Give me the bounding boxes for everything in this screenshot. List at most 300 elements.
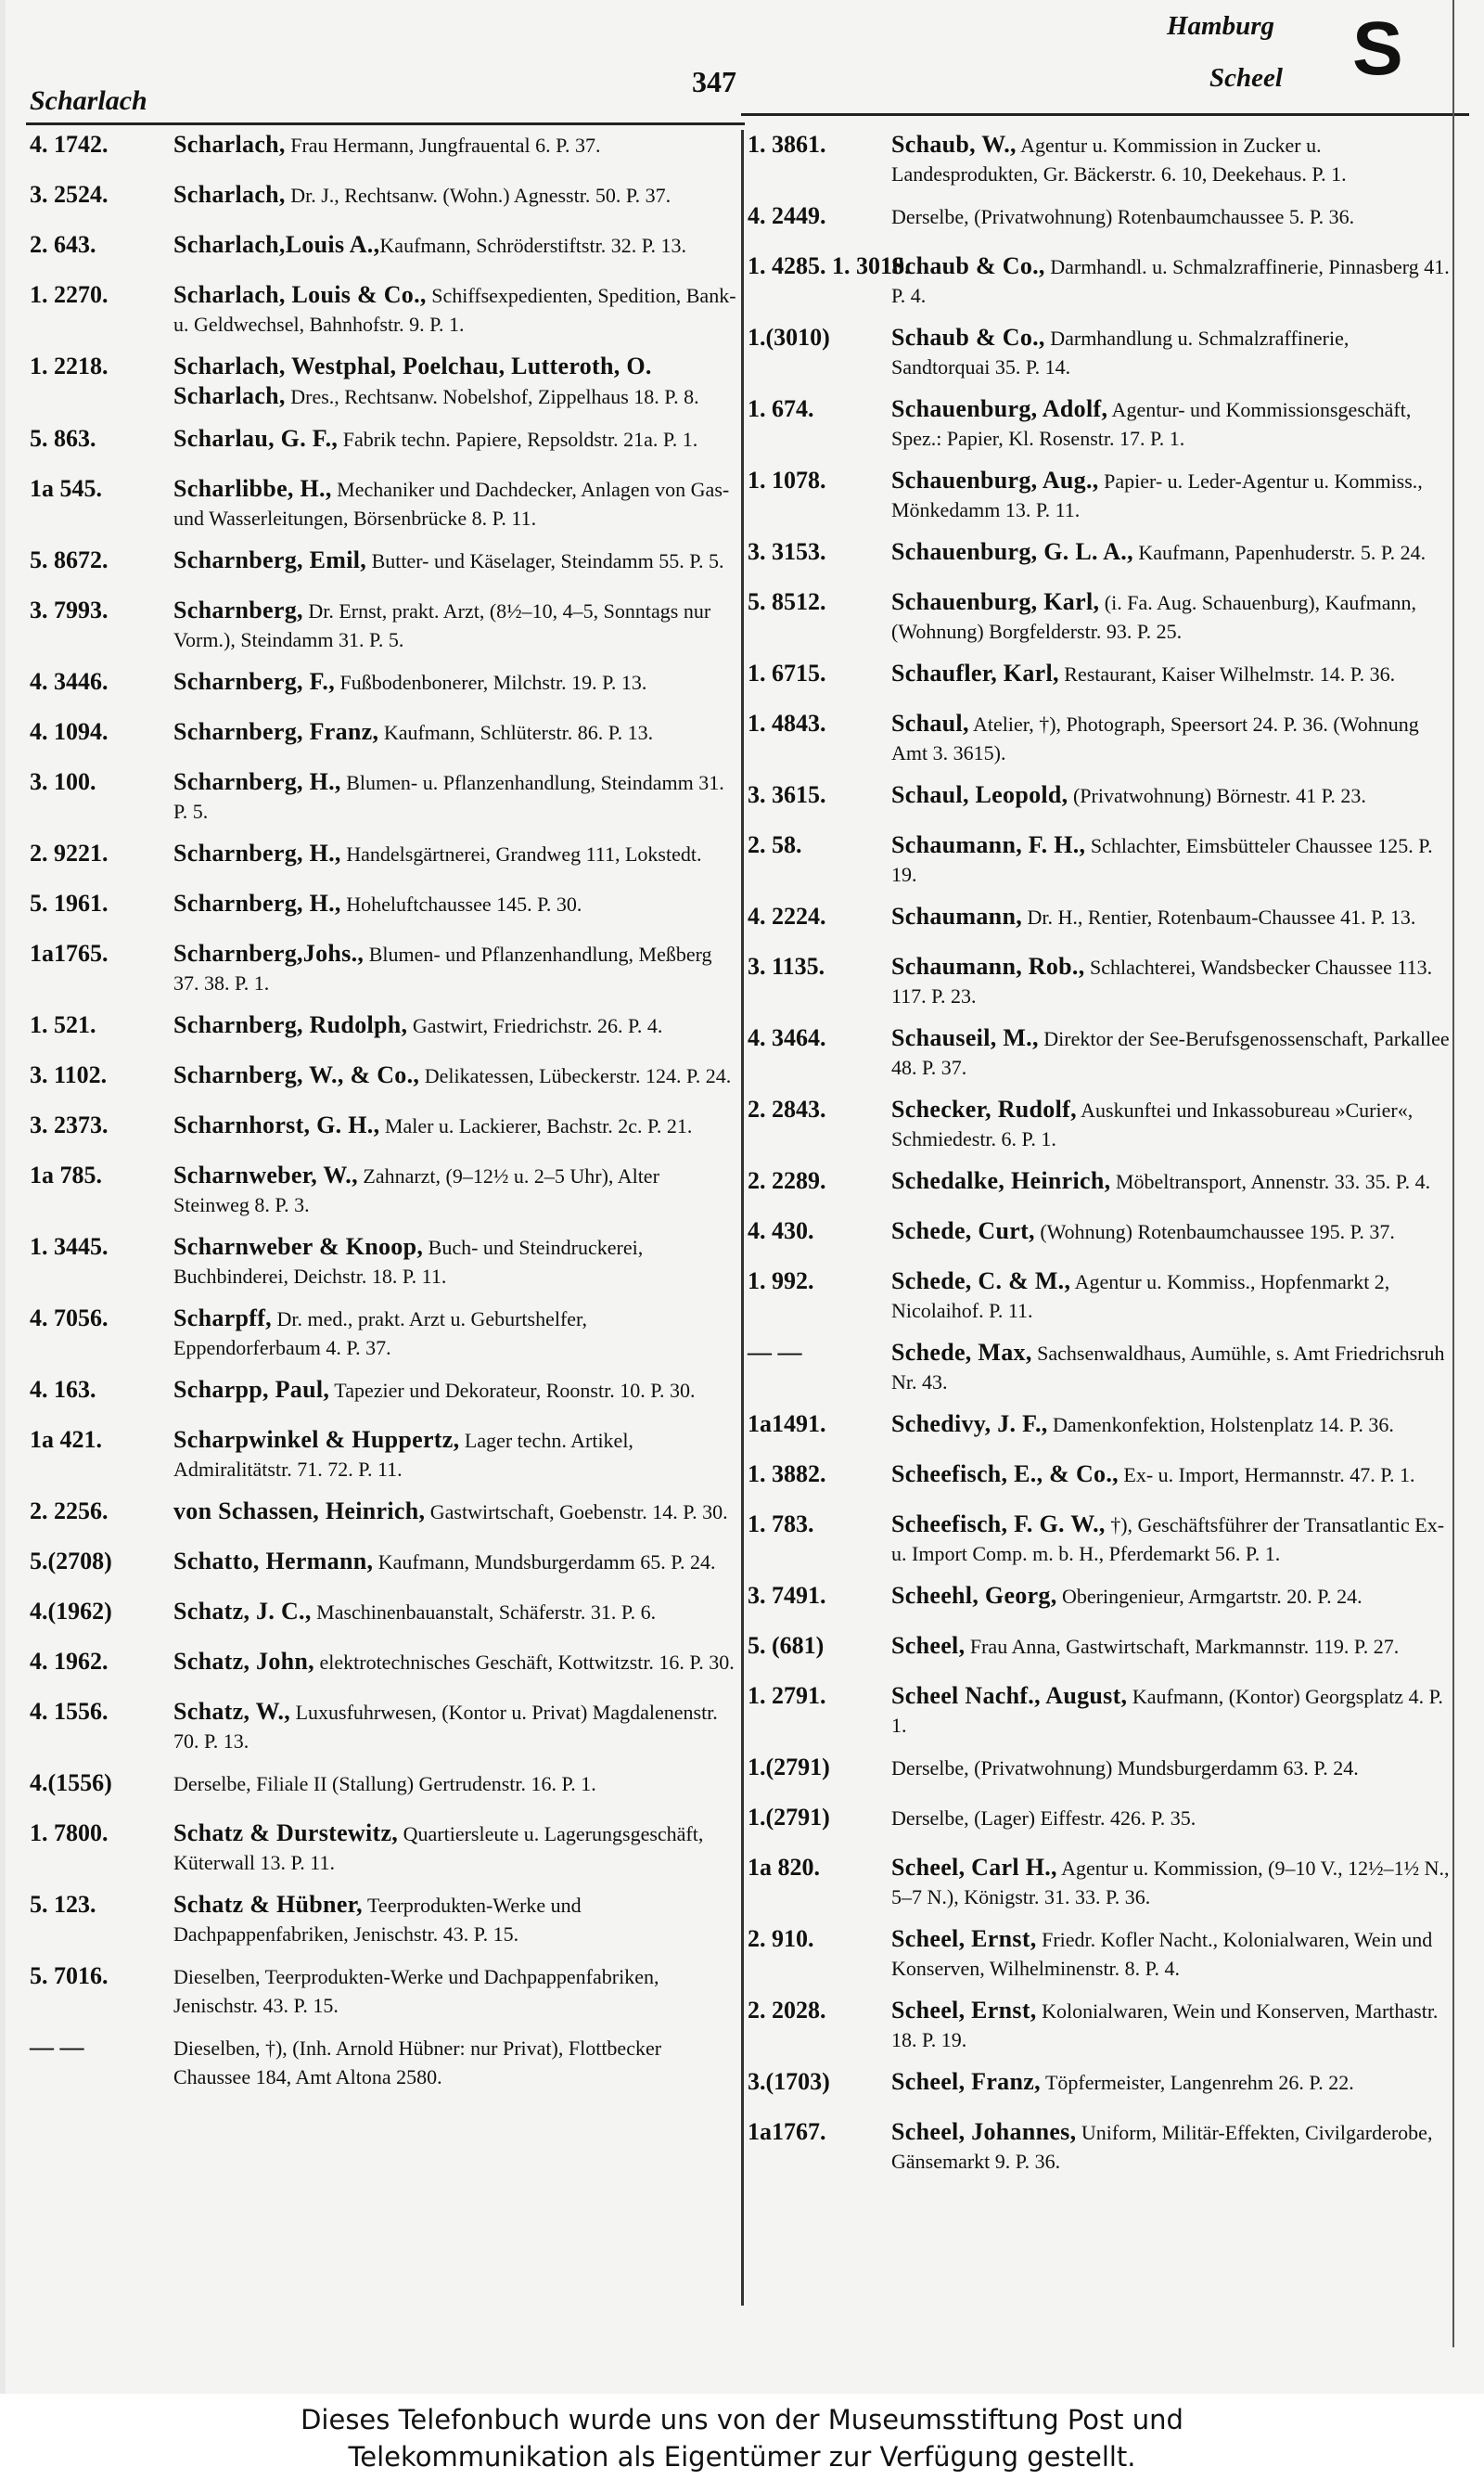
entry-text — [891, 1631, 1452, 1661]
subscriber-details: Uniform, Militär-Effekten, Civilgarderobe, Gänsemarkt 9. P. 36. — [891, 2121, 1433, 2173]
phone-number: 4. 1742. — [30, 131, 109, 158]
directory-entry — [748, 251, 1452, 310]
subscriber-details: Oberingenieur, Armgartstr. 20. P. 24. — [1056, 1585, 1362, 1608]
entry-text — [891, 659, 1452, 688]
directory-entry — [30, 1161, 736, 1219]
phone-number: 1.(3010) — [748, 324, 830, 351]
phone-number: 2. 910. — [748, 1925, 814, 1952]
entry-text — [173, 1232, 736, 1291]
phone-number: 4. 3446. — [30, 668, 109, 695]
entry-text — [891, 130, 1452, 188]
subscriber-name: Scharnberg, H., — [173, 890, 341, 917]
subscriber-name: Scharpp, Paul, — [173, 1376, 330, 1403]
directory-entry — [748, 902, 1452, 939]
directory-entry — [30, 180, 736, 217]
directory-entry — [30, 1768, 736, 1805]
entry-text — [173, 130, 736, 160]
subscriber-name: Scharlach, Louis & Co., — [173, 281, 427, 308]
directory-entry — [30, 1111, 736, 1148]
subscriber-details: Derselbe, (Privatwohnung) Rotenbaumchaussee 5. P. 36. — [891, 205, 1355, 228]
subscriber-name: Scharlach, Westphal, Poelchau, Lutteroth, O. Scharlach, — [173, 353, 652, 409]
entry-text — [173, 839, 736, 868]
subscriber-name: Scharnweber & Knoop, — [173, 1233, 424, 1260]
directory-entry — [748, 394, 1452, 453]
directory-entry — [748, 1853, 1452, 1911]
subscriber-name: Schauenburg, Aug., — [891, 467, 1099, 494]
directory-entry — [748, 1996, 1452, 2054]
entry-text — [173, 1961, 736, 2020]
phone-number: 2. 58. — [748, 831, 802, 858]
page-number: 347 — [692, 65, 736, 98]
subscriber-details: Mechaniker und Dachdecker, Anlagen von Gas- und Wasserleitungen, Börsenbrücke 8. P. 11. — [173, 478, 730, 530]
directory-entry — [748, 1681, 1452, 1740]
subscriber-name: Scharnberg, — [173, 597, 303, 623]
entry-text — [891, 780, 1452, 810]
directory-entry — [30, 1232, 736, 1291]
entry-text — [891, 830, 1452, 889]
subscriber-details: Derselbe, (Privatwohnung) Mundsburgerdamm 63. P. 24. — [891, 1756, 1359, 1780]
subscriber-name: Scharnweber, W., — [173, 1162, 358, 1189]
directory-entry — [748, 1631, 1452, 1668]
subscriber-details: Papier- u. Leder-Agentur u. Kommiss., Mönkedamm 13. P. 11. — [891, 469, 1423, 521]
phone-number: 4. 1556. — [30, 1698, 109, 1725]
subscriber-details: Kaufmann, (Kontor) Georgsplatz 4. P. 1. — [891, 1685, 1443, 1737]
entry-text — [891, 537, 1452, 567]
entry-text — [173, 1597, 736, 1626]
entry-text — [173, 1060, 736, 1090]
subscriber-details: Darmhandl. u. Schmalzraffinerie, Pinnasberg 41. P. 4. — [891, 255, 1450, 307]
entry-text — [173, 1375, 736, 1405]
phone-number: 4. 3464. — [748, 1024, 826, 1051]
phone-number: 2. 2028. — [748, 1997, 826, 2024]
phone-number: 2. 2843. — [748, 1096, 826, 1123]
subscriber-name: Schauseil, M., — [891, 1024, 1039, 1051]
entry-text — [891, 466, 1452, 524]
phone-number: 4. 2224. — [748, 903, 826, 930]
directory-entry — [748, 587, 1452, 646]
phone-number: 4. 1094. — [30, 718, 109, 745]
entry-text — [891, 1338, 1452, 1396]
subscriber-details: Fußbodenbonerer, Milchstr. 19. P. 13. — [335, 671, 647, 694]
phone-number: 3. 100. — [30, 768, 96, 795]
entry-text — [891, 394, 1452, 453]
phone-number: 2. 9221. — [30, 840, 109, 867]
subscriber-details: Maschinenbauanstalt, Schäferstr. 31. P. 6. — [311, 1600, 657, 1624]
subscriber-details: Darmhandlung u. Schmalzraffinerie, Sandtorquai 35. P. 14. — [891, 327, 1350, 379]
subscriber-name: Schauenburg, Karl, — [891, 588, 1100, 615]
subscriber-name: Scheefisch, E., & Co., — [891, 1460, 1119, 1487]
subscriber-name: Schatz, John, — [173, 1648, 314, 1675]
directory-entry — [748, 2117, 1452, 2176]
subscriber-details: Dr. Ernst, prakt. Arzt, (8½–10, 4–5, Sonntags nur Vorm.), Steindamm 31. P. 5. — [173, 599, 711, 651]
directory-entry — [748, 1924, 1452, 1983]
directory-entry — [30, 1304, 736, 1362]
phone-number: 5. 863. — [30, 425, 96, 452]
phone-number: 3. 3615. — [748, 781, 826, 808]
subscriber-details: Atelier, †), Photograph, Speersort 24. P. 36. (Wohnung Amt 3. 3615). — [891, 713, 1419, 765]
phone-number: 4. 163. — [30, 1376, 96, 1403]
subscriber-name: Schede, Curt, — [891, 1217, 1035, 1244]
subscriber-details: Blumen- und Pflanzenhandlung, Meßberg 37. 38. P. 1. — [173, 943, 712, 995]
entry-text — [891, 251, 1452, 310]
subscriber-name: Scharlach, — [173, 131, 286, 158]
subscriber-name: Schatz & Durstewitz, — [173, 1819, 399, 1846]
directory-entry — [30, 767, 736, 826]
phone-number: 1a1491. — [748, 1410, 826, 1437]
phone-number: 1. 1078. — [748, 467, 826, 494]
subscriber-name: Scheehl, Georg, — [891, 1582, 1057, 1609]
subscriber-details: Blumen- u. Pflanzenhandlung, Steindamm 31. P. 5. — [173, 771, 724, 823]
subscriber-details: (Privatwohnung) Börnestr. 41 P. 23. — [1068, 784, 1366, 807]
subscriber-name: Scharnberg, W., & Co., — [173, 1061, 420, 1088]
subscriber-details: Fabrik techn. Papiere, Repsoldstr. 21a. P. 1. — [338, 428, 698, 451]
entry-text — [173, 1497, 736, 1526]
entry-text — [891, 587, 1452, 646]
subscriber-details: Restaurant, Kaiser Wilhelmstr. 14. P. 36. — [1058, 662, 1396, 686]
phone-number: 4. 7056. — [30, 1304, 109, 1331]
phone-number: 1. 3882. — [748, 1460, 826, 1487]
directory-entry — [748, 466, 1452, 524]
subscriber-details: Gastwirtschaft, Goebenstr. 14. P. 30. — [425, 1500, 728, 1523]
directory-entry — [30, 424, 736, 461]
phone-number: 2. 643. — [30, 231, 96, 258]
subscriber-name: Scharnberg, Emil, — [173, 546, 367, 573]
right-column — [748, 130, 1452, 2189]
subscriber-name: Scharlau, G. F., — [173, 425, 339, 452]
phone-number: 4. 1962. — [30, 1648, 109, 1675]
subscriber-details: Damenkonfektion, Holstenplatz 14. P. 36. — [1047, 1413, 1394, 1436]
phone-number: 3. 1102. — [30, 1061, 108, 1088]
running-head-right: Scheel — [1209, 63, 1283, 93]
entry-text — [891, 1510, 1452, 1568]
phone-number: 3. 7993. — [30, 597, 109, 623]
directory-entry — [748, 1216, 1452, 1253]
subscriber-details: Teerprodukten-Werke und Dachpappenfabriken, Jenischstr. 43. P. 15. — [173, 1894, 582, 1946]
subscriber-details: (Wohnung) Rotenbaumchaussee 195. P. 37. — [1034, 1220, 1395, 1243]
phone-number: 1. 4843. — [748, 710, 826, 737]
directory-entry — [748, 1266, 1452, 1325]
entry-text — [173, 546, 736, 575]
subscriber-name: Schatto, Hermann, — [173, 1548, 374, 1574]
phone-number: 1a1765. — [30, 940, 109, 967]
phone-number: 5. 8672. — [30, 546, 109, 573]
running-head-left: Scharlach — [30, 85, 147, 116]
phone-number: 3.(1703) — [748, 2068, 830, 2095]
directory-entry — [748, 780, 1452, 817]
subscriber-details: Handelsgärtnerei, Grandweg 111, Lokstedt. — [340, 842, 702, 866]
directory-entry — [748, 1095, 1452, 1153]
directory-entry — [30, 474, 736, 533]
phone-number: — — — [30, 2034, 84, 2061]
subscriber-name: Scharpff, — [173, 1304, 272, 1331]
subscriber-name: Scharlach,Louis A., — [173, 231, 380, 258]
directory-entry — [748, 323, 1452, 381]
subscriber-details: Derselbe, Filiale II (Stallung) Gertrudenstr. 16. P. 1. — [173, 1772, 596, 1795]
subscriber-details: (i. Fa. Aug. Schauenburg), Kaufmann, (Wohnung) Borgfelderstr. 93. P. 25. — [891, 591, 1417, 643]
phone-number: 3. 2524. — [30, 181, 109, 208]
phone-number: 5.(2708) — [30, 1548, 112, 1574]
subscriber-details: Kaufmann, Schlüterstr. 86. P. 13. — [378, 721, 654, 744]
entry-text — [891, 1753, 1452, 1782]
phone-number: 1. 7800. — [30, 1819, 109, 1846]
phone-number: 3. 1135. — [748, 953, 825, 980]
phone-number: 1. 783. — [748, 1510, 814, 1537]
phone-number: 4. 430. — [748, 1217, 814, 1244]
entry-text — [173, 889, 736, 919]
subscriber-details: Agentur- und Kommissionsgeschäft, Spez.: Papier, Kl. Rosenstr. 17. P. 1. — [891, 398, 1412, 450]
subscriber-details: elektrotechnisches Geschäft, Kottwitzstr. 16. P. 30. — [313, 1651, 735, 1674]
directory-entry — [748, 830, 1452, 889]
phone-number: 2. 2289. — [748, 1167, 826, 1194]
subscriber-details: Kaufmann, Schröderstiftstr. 32. P. 13. — [379, 234, 687, 257]
subscriber-details: Dr. J., Rechtsanw. (Wohn.) Agnesstr. 50. P. 37. — [285, 184, 672, 207]
entry-text — [173, 352, 736, 411]
subscriber-details: Frau Anna, Gastwirtschaft, Markmannstr. 119. P. 27. — [965, 1635, 1400, 1658]
phone-number: 1. 992. — [748, 1267, 814, 1294]
entry-text — [891, 1853, 1452, 1911]
subscriber-details: Delikatessen, Lübeckerstr. 124. P. 24. — [419, 1064, 732, 1087]
subscriber-name: Schaul, — [891, 710, 969, 737]
phone-number: 4.(1556) — [30, 1769, 112, 1796]
directory-entry — [30, 1425, 736, 1484]
entry-text — [891, 1095, 1452, 1153]
phone-number: 5. 8512. — [748, 588, 826, 615]
subscriber-details: Derselbe, (Lager) Eiffestr. 426. P. 35. — [891, 1806, 1196, 1830]
phone-number: 1. 674. — [748, 395, 814, 422]
directory-entry — [748, 1581, 1452, 1618]
entry-text — [173, 474, 736, 533]
directory-entry — [30, 1547, 736, 1584]
directory-entry — [748, 201, 1452, 238]
phone-number: 5. (681) — [748, 1632, 825, 1659]
phone-number: 2. 2256. — [30, 1497, 109, 1524]
subscriber-name: Schaumann, — [891, 903, 1022, 930]
entry-text — [891, 1409, 1452, 1439]
entry-text — [173, 1547, 736, 1576]
subscriber-name: Schaub & Co., — [891, 324, 1045, 351]
phone-number: 4.(1962) — [30, 1598, 112, 1625]
phone-number: 1a 421. — [30, 1426, 102, 1453]
entry-text — [173, 230, 736, 260]
directory-entry — [748, 537, 1452, 574]
subscriber-name: Scheel, Franz, — [891, 2068, 1041, 2095]
directory-entry — [748, 1166, 1452, 1203]
directory-entry — [30, 280, 736, 339]
entry-text — [891, 1216, 1452, 1246]
directory-entry — [30, 1961, 736, 2020]
subscriber-name: Schauenburg, G. L. A., — [891, 538, 1133, 565]
subscriber-name: Schaumann, Rob., — [891, 953, 1085, 980]
subscriber-details: Quartiersleute u. Lagerungsgeschäft, Küterwall 13. P. 11. — [173, 1822, 704, 1874]
directory-entry — [30, 1890, 736, 1948]
subscriber-name: Scharpwinkel & Huppertz, — [173, 1426, 460, 1453]
phone-number: 1.(2791) — [748, 1804, 830, 1831]
left-column — [30, 130, 736, 2104]
subscriber-details: Agentur u. Kommiss., Hopfenmarkt 2, Nicolaihof. P. 11. — [891, 1270, 1390, 1322]
directory-entry — [30, 1597, 736, 1634]
phone-number: 1a 545. — [30, 475, 102, 502]
subscriber-details: Dr. H., Rentier, Rotenbaum-Chaussee 41. P. 13. — [1022, 906, 1416, 929]
subscriber-name: Schede, Max, — [891, 1339, 1032, 1366]
directory-entry — [748, 659, 1452, 696]
subscriber-details: Ex- u. Import, Hermannstr. 47. P. 1. — [1118, 1463, 1415, 1486]
directory-entry — [30, 546, 736, 583]
subscriber-name: Schauenburg, Adolf, — [891, 395, 1108, 422]
subscriber-name: Scharnberg, Rudolph, — [173, 1011, 408, 1038]
subscriber-details: Kaufmann, Mundsburgerdamm 65. P. 24. — [373, 1550, 716, 1574]
directory-entry — [30, 1060, 736, 1098]
subscriber-details: Frau Hermann, Jungfrauental 6. P. 37. — [285, 134, 601, 157]
entry-text — [173, 1818, 736, 1877]
directory-entry — [30, 2033, 736, 2091]
directory-entry — [748, 1023, 1452, 1082]
subscriber-details: Direktor der See-Berufsgenossenschaft, Parkallee 48. P. 37. — [891, 1027, 1450, 1079]
directory-entry — [30, 1697, 736, 1755]
directory-entry — [748, 1338, 1452, 1396]
subscriber-details: Schiffsexpedienten, Spedition, Bank- u. Geldwechsel, Bahnhofstr. 9. P. 1. — [173, 284, 736, 336]
subscriber-name: von Schassen, Heinrich, — [173, 1497, 426, 1524]
directory-entry — [30, 939, 736, 997]
subscriber-details: †), Geschäftsführer der Transatlantic Ex- u. Import Comp. m. b. H., Pferdemarkt 56. P. 1. — [891, 1513, 1445, 1565]
subscriber-details: Möbeltransport, Annenstr. 33. 35. P. 4. — [1110, 1170, 1431, 1193]
entry-text — [173, 1010, 736, 1040]
directory-entry — [30, 1375, 736, 1412]
subscriber-details: Dres., Rechtsanw. Nobelshof, Zippelhaus 18. P. 8. — [285, 385, 699, 408]
subscriber-details: Dr. med., prakt. Arzt u. Geburtshelfer, Eppendorferbaum 4. P. 37. — [173, 1307, 588, 1359]
subscriber-details: Töpfermeister, Langenrehm 26. P. 22. — [1040, 2071, 1354, 2094]
subscriber-details: Tapezier und Dekorateur, Roonstr. 10. P. 30. — [329, 1379, 696, 1402]
directory-entry — [748, 1753, 1452, 1790]
phone-number: 1. 4285. 1. 3010. — [748, 252, 911, 279]
phone-number: 1. 2218. — [30, 353, 109, 379]
phone-number: 1. 2270. — [30, 281, 109, 308]
subscriber-details: Kolonialwaren, Wein und Konserven, Marthastr. 18. P. 19. — [891, 1999, 1439, 2051]
page-edge-line — [1452, 0, 1454, 2347]
subscriber-name: Schatz, W., — [173, 1698, 291, 1725]
footer-line-2: Telekommunikation als Eigentümer zur Verfügung gestellt. — [348, 2441, 1136, 2473]
subscriber-details: Gastwirt, Friedrichstr. 26. P. 4. — [407, 1014, 663, 1037]
footer-line-1: Dieses Telefonbuch wurde uns von der Museumsstiftung Post und — [301, 2404, 1183, 2435]
phone-number: 1. 2791. — [748, 1682, 826, 1709]
subscriber-name: Scheel, Ernst, — [891, 1925, 1037, 1952]
subscriber-name: Schede, C. & M., — [891, 1267, 1071, 1294]
phone-number: 1. 6715. — [748, 660, 826, 687]
directory-entry — [30, 1647, 736, 1684]
entry-text — [173, 717, 736, 747]
footer-notice — [0, 2394, 1484, 2480]
subscriber-name: Schatz & Hübner, — [173, 1891, 363, 1918]
subscriber-details: Schlachterei, Wandsbecker Chaussee 113. 117. P. 23. — [891, 956, 1433, 1008]
entry-text — [173, 667, 736, 697]
entry-text — [173, 180, 736, 210]
subscriber-name: Schedalke, Heinrich, — [891, 1167, 1111, 1194]
subscriber-name: Scharlibbe, H., — [173, 475, 332, 502]
phone-number: 5. 7016. — [30, 1962, 109, 1989]
phone-number: 1. 521. — [30, 1011, 96, 1038]
entry-text — [173, 767, 736, 826]
entry-text — [891, 1924, 1452, 1983]
directory-entry — [748, 2067, 1452, 2104]
directory-page — [6, 0, 1484, 2394]
directory-entry — [30, 596, 736, 654]
subscriber-details: Dieselben, †), (Inh. Arnold Hübner: nur Privat), Flottbecker Chaussee 184, Amt Altona 2580. — [173, 2037, 662, 2088]
directory-entry — [30, 1497, 736, 1534]
subscriber-name: Schaub & Co., — [891, 252, 1045, 279]
subscriber-details: Auskunftei und Inkassobureau »Curier«, Schmiedestr. 6. P. 1. — [891, 1099, 1414, 1150]
directory-entry — [30, 1010, 736, 1047]
directory-entry — [30, 1818, 736, 1877]
subscriber-details: Friedr. Kofler Nacht., Kolonialwaren, Wein und Konserven, Wilhelminenstr. 8. P. 4. — [891, 1928, 1433, 1980]
entry-text — [173, 2033, 736, 2091]
subscriber-details: Dieselben, Teerprodukten-Werke und Dachpappenfabriken, Jenischstr. 43. P. 15. — [173, 1965, 659, 2017]
entry-text — [891, 709, 1452, 767]
directory-entry — [748, 952, 1452, 1010]
phone-number: 3. 3153. — [748, 538, 826, 565]
entry-text — [173, 1697, 736, 1755]
section-letter: S — [1352, 6, 1403, 91]
subscriber-name: Scheel Nachf., August, — [891, 1682, 1128, 1709]
subscriber-name: Scharnhorst, G. H., — [173, 1112, 380, 1138]
phone-number: 1. 3861. — [748, 131, 826, 158]
header-rule-left — [26, 122, 745, 125]
subscriber-details: Schlachter, Eimsbütteler Chaussee 125. P. 19. — [891, 834, 1433, 886]
directory-entry — [748, 1510, 1452, 1568]
subscriber-name: Schaumann, F. H., — [891, 831, 1086, 858]
subscriber-name: Schecker, Rudolf, — [891, 1096, 1077, 1123]
subscriber-details: Zahnarzt, (9–12½ u. 2–5 Uhr), Alter Steinweg 8. P. 3. — [173, 1164, 659, 1216]
entry-text — [173, 1647, 736, 1677]
entry-text — [891, 902, 1452, 932]
entry-text — [891, 323, 1452, 381]
subscriber-details: Agentur u. Kommission, (9–10 V., 12½–1½ N., 5–7 N.), Königstr. 31. 33. P. 36. — [891, 1857, 1450, 1908]
subscriber-details: Kaufmann, Papenhuderstr. 5. P. 24. — [1132, 541, 1426, 564]
entry-text — [891, 201, 1452, 231]
subscriber-name: Scharnberg, F., — [173, 668, 335, 695]
entry-text — [891, 2067, 1452, 2097]
subscriber-name: Scheel, Ernst, — [891, 1997, 1037, 2024]
subscriber-details: Maler u. Lackierer, Bachstr. 2c. P. 21. — [379, 1114, 693, 1137]
directory-entry — [30, 667, 736, 704]
subscriber-name: Scheefisch, F. G. W., — [891, 1510, 1106, 1537]
entry-text — [891, 2117, 1452, 2176]
subscriber-name: Scheel, — [891, 1632, 966, 1659]
entry-text — [173, 1161, 736, 1219]
directory-entry — [30, 230, 736, 267]
directory-entry — [30, 130, 736, 167]
directory-entry — [748, 1409, 1452, 1446]
entry-text — [891, 1581, 1452, 1611]
phone-number: 5. 1961. — [30, 890, 109, 917]
header-rule-right — [741, 113, 1469, 116]
phone-number: 1. 3445. — [30, 1233, 109, 1260]
directory-entry — [30, 352, 736, 411]
subscriber-name: Schaul, Leopold, — [891, 781, 1068, 808]
directory-entry — [30, 889, 736, 926]
entry-text — [173, 1304, 736, 1362]
entry-text — [173, 1425, 736, 1484]
subscriber-details: Hoheluftchaussee 145. P. 30. — [340, 893, 582, 916]
subscriber-name: Scharnberg, H., — [173, 840, 341, 867]
entry-text — [173, 1111, 736, 1140]
directory-entry — [748, 1803, 1452, 1840]
entry-text — [891, 1023, 1452, 1082]
subscriber-name: Schaufler, Karl, — [891, 660, 1059, 687]
subscriber-details: Lager techn. Artikel, Admiralitätstr. 71. 72. P. 11. — [173, 1429, 633, 1481]
phone-number: 3. 2373. — [30, 1112, 109, 1138]
subscriber-name: Scharlach, — [173, 181, 286, 208]
subscriber-name: Schatz, J. C., — [173, 1598, 312, 1625]
entry-text — [173, 939, 736, 997]
